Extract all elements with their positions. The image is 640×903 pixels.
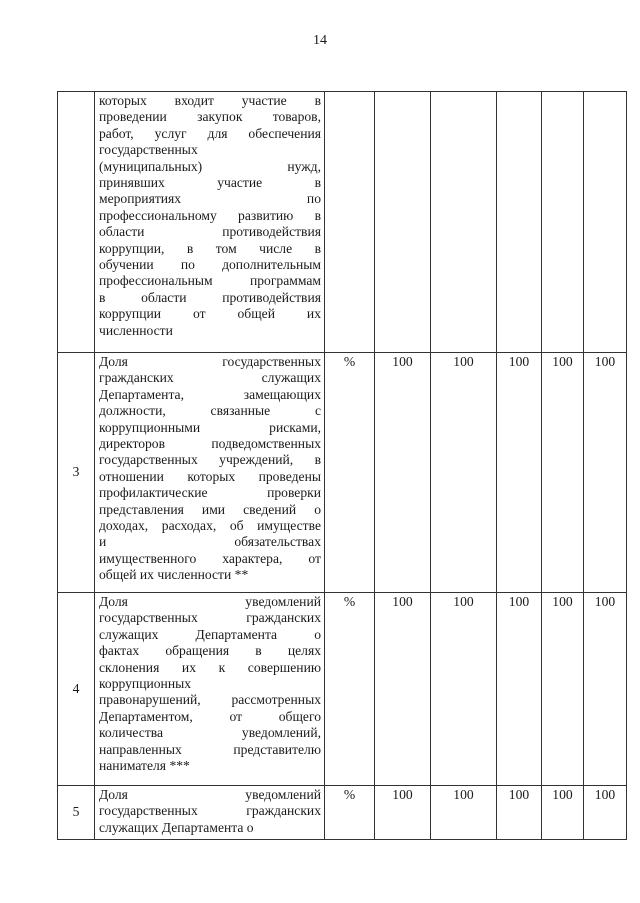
description-line: области противодействия <box>99 224 321 240</box>
description-line: и обязательствах <box>99 534 321 550</box>
description-line: государственных учреждений, в <box>99 452 321 468</box>
description-line: профессиональным программам <box>99 273 321 289</box>
value-cell <box>542 92 584 353</box>
indicator-description-cell <box>95 786 325 840</box>
table-row <box>58 786 627 840</box>
page-number: 14 <box>313 33 327 48</box>
description-line: доходах, расходах, об имуществе <box>99 518 321 534</box>
value-cell: 100 <box>375 786 431 840</box>
value-cell: 100 <box>542 353 584 593</box>
row-number-cell: 4 <box>58 593 95 786</box>
indicator-description-cell <box>95 92 325 353</box>
description-line: (муниципальных) нужд, <box>99 158 321 174</box>
description-line: работ, услуг для обеспечения <box>99 125 321 141</box>
description-line: коррупции, в том числе в <box>99 240 321 256</box>
description-line: служащих Департамента о <box>99 819 254 835</box>
unit-cell <box>325 92 375 353</box>
value-cell: 100 <box>431 786 497 840</box>
description-line: отношении которых проведены <box>99 468 321 484</box>
unit-cell: % <box>325 786 375 840</box>
description-line: фактах обращения в целях <box>99 643 321 659</box>
description-line: общей их численности ** <box>99 567 249 583</box>
description-line: проведении закупок товаров, <box>99 109 321 125</box>
description-line: коррупции от общей их <box>99 306 321 322</box>
value-cell: 100 <box>542 786 584 840</box>
unit-cell: % <box>325 353 375 593</box>
value-cell <box>584 92 627 353</box>
row-number-cell <box>58 92 95 353</box>
description-line: правонарушений, рассмотренных <box>99 692 321 708</box>
value-cell: 100 <box>375 593 431 786</box>
description-line: Департаментом, от общего <box>99 708 321 724</box>
description-line: склонения их к совершению <box>99 659 321 675</box>
value-cell <box>375 92 431 353</box>
value-cell: 100 <box>584 786 627 840</box>
row-number-cell: 3 <box>58 353 95 593</box>
description-line: Доля уведомлений <box>99 594 321 609</box>
description-line: служащих Департамента о <box>99 626 321 642</box>
value-cell <box>497 92 542 353</box>
description-line: Доля государственных <box>99 354 321 369</box>
description-line: мероприятиях по <box>99 191 321 207</box>
description-line: государственных гражданских <box>99 803 321 819</box>
description-line: имущественного характера, от <box>99 550 321 566</box>
description-line: которых входит участие в <box>99 93 321 108</box>
value-cell: 100 <box>584 353 627 593</box>
value-cell: 100 <box>584 593 627 786</box>
description-line: коррупционными рисками, <box>99 419 321 435</box>
value-cell: 100 <box>497 353 542 593</box>
value-cell: 100 <box>542 593 584 786</box>
indicators-table <box>57 91 627 840</box>
description-line: в области противодействия <box>99 289 321 305</box>
value-cell: 100 <box>497 593 542 786</box>
row-number-cell: 5 <box>58 786 95 840</box>
description-line: коррупционных <box>99 676 192 692</box>
indicator-description-cell <box>95 353 325 593</box>
description-line: должности, связанные с <box>99 403 321 419</box>
description-line: обучении по дополнительным <box>99 257 321 273</box>
description-line: представления ими сведений о <box>99 501 321 517</box>
description-line: Департамента, замещающих <box>99 386 321 402</box>
description-line: принявших участие в <box>99 175 321 191</box>
description-line: государственных <box>99 142 198 158</box>
value-cell: 100 <box>431 593 497 786</box>
description-line: профессиональному развитию в <box>99 207 321 223</box>
indicator-description-cell <box>95 593 325 786</box>
description-line: численности <box>99 322 173 338</box>
table-row <box>58 353 627 593</box>
description-line: директоров подведомственных <box>99 436 321 452</box>
value-cell <box>431 92 497 353</box>
description-line: направленных представителю <box>99 741 321 757</box>
description-line: государственных гражданских <box>99 610 321 626</box>
unit-cell: % <box>325 593 375 786</box>
description-line: профилактические проверки <box>99 485 321 501</box>
value-cell: 100 <box>497 786 542 840</box>
value-cell: 100 <box>431 353 497 593</box>
description-line: гражданских служащих <box>99 370 321 386</box>
description-line: нанимателя *** <box>99 758 190 774</box>
description-line: Доля уведомлений <box>99 787 321 802</box>
value-cell: 100 <box>375 353 431 593</box>
description-line: количества уведомлений, <box>99 725 321 741</box>
table-row <box>58 593 627 786</box>
table-row <box>58 92 627 353</box>
